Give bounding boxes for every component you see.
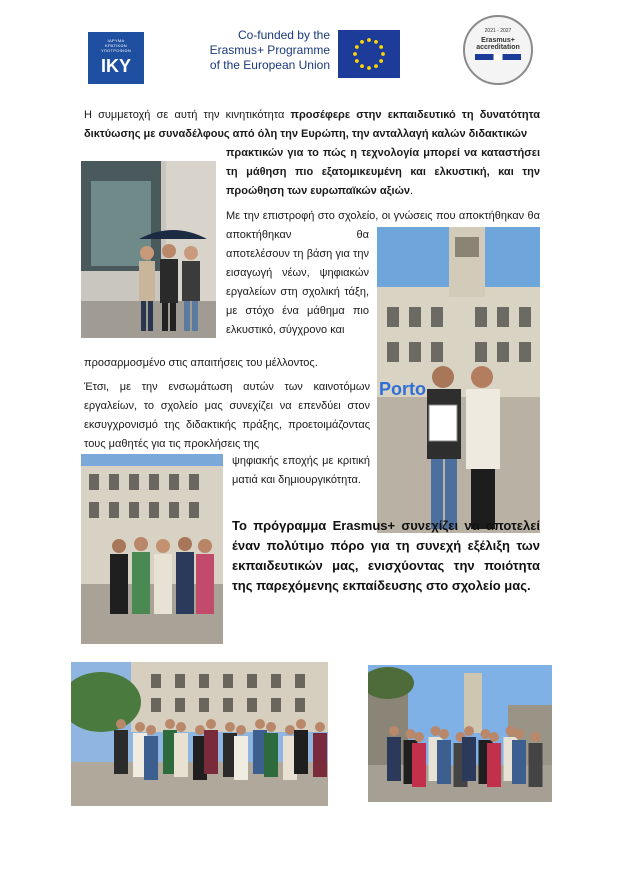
iky-logo-name: IKY <box>100 56 131 76</box>
p2-text-b: προσαρμοσμένο στις απαιτήσεις του μέλλοντος. <box>84 357 318 369</box>
p1-bold-text-a: προσέφερε στην εκπαιδευτικό τη δυνατότητα δικτύωσης με συναδέλφους από όλη την Ευρώπη, την ανταλλαγή καλών διδακτικών <box>84 109 540 140</box>
erasmus-accreditation-seal <box>463 15 533 85</box>
seal-title: Erasmus+ accreditation <box>476 37 520 51</box>
iky-logo-line-2: ΚΡΑΤΙΚΩΝ <box>105 43 127 48</box>
paragraph-1-wrap <box>226 144 540 201</box>
p3-text-b: ψηφιακής εποχής με κριτική ματιά και δημιουργικότητα. <box>232 455 370 486</box>
seal-flag-strip <box>475 54 521 60</box>
cofunded-text <box>195 28 330 73</box>
photo-group-five <box>81 454 223 644</box>
closing-text: Το πρόγραμμα Erasmus+ συνεχίζει να αποτελεί έναν πολύτιμο πόρο για τη συνεχή εξέλιξη των εκπαιδευτικών μας, ενισχύοντας την ποιότητα της παρεχόμενης εκπαίδευσης στο σχολείο μας. <box>232 518 540 593</box>
p1-end: . <box>409 185 414 197</box>
closing-statement <box>232 516 540 596</box>
iky-logo-line-1: ΙΔΡΥΜΑ <box>107 38 125 43</box>
p1-bold-text-b: πρακτικών για το πώς η τεχνολογία μπορεί να καταστήσει τη μάθηση πιο εξατομικευμένη και ελκυστική, και την προώθηση των ευρωπαϊκών αξιών <box>226 147 540 197</box>
p3-text-a: Έτσι, με την ενσωμάτωση αυτών των καινοτόμων εργαλείων, το σχολείο μας συνεχίζει να επενδύει στον εκσυγχρονισμό της διδακτικής πράξης, προετοιμάζοντας τους μαθητές για τις προκλήσεις της <box>84 381 370 450</box>
cofunded-line-3: of the European Union <box>209 58 330 72</box>
paragraph-3 <box>84 378 370 454</box>
p2-text-a: Με την επιστροφή στο σχολείο, οι γνώσεις που αποκτήθηκαν θα <box>226 210 540 222</box>
photo-large-group <box>71 662 328 806</box>
paragraph-2-end <box>84 354 374 373</box>
porto-sign: Porto <box>379 379 426 399</box>
photo-umbrella-group <box>81 161 216 338</box>
paragraph-2-line-1 <box>226 207 540 226</box>
cofunded-line-2: Erasmus+ Programme <box>209 43 330 57</box>
iky-logo <box>88 32 144 84</box>
p1-normal-text: Η συμμετοχή σε αυτή την κινητικότητα <box>84 109 291 121</box>
photo-street-group <box>368 665 552 802</box>
paragraph-3-end <box>232 452 370 490</box>
paragraph-2-column <box>226 226 369 340</box>
iky-logo-line-3: ΥΠΟΤΡΟΦΙΩΝ <box>100 48 132 53</box>
p2-text-a-cont: αποκτήθηκαν θα αποτελέσουν τη βάση για την εισαγωγή νέων, ψηφιακών εργαλείων στη σχολική τάξη, με στόχο ένα μάθημα πιο ελκυστικό, σύγχρονο και <box>226 229 369 336</box>
eu-flag-icon <box>338 30 400 78</box>
photo-porto-town-hall-duo <box>377 227 540 533</box>
paragraph-1-top <box>84 106 540 144</box>
cofunded-line-1: Co-funded by the <box>237 28 330 42</box>
seal-years: 2021 - 2027 <box>484 28 512 34</box>
